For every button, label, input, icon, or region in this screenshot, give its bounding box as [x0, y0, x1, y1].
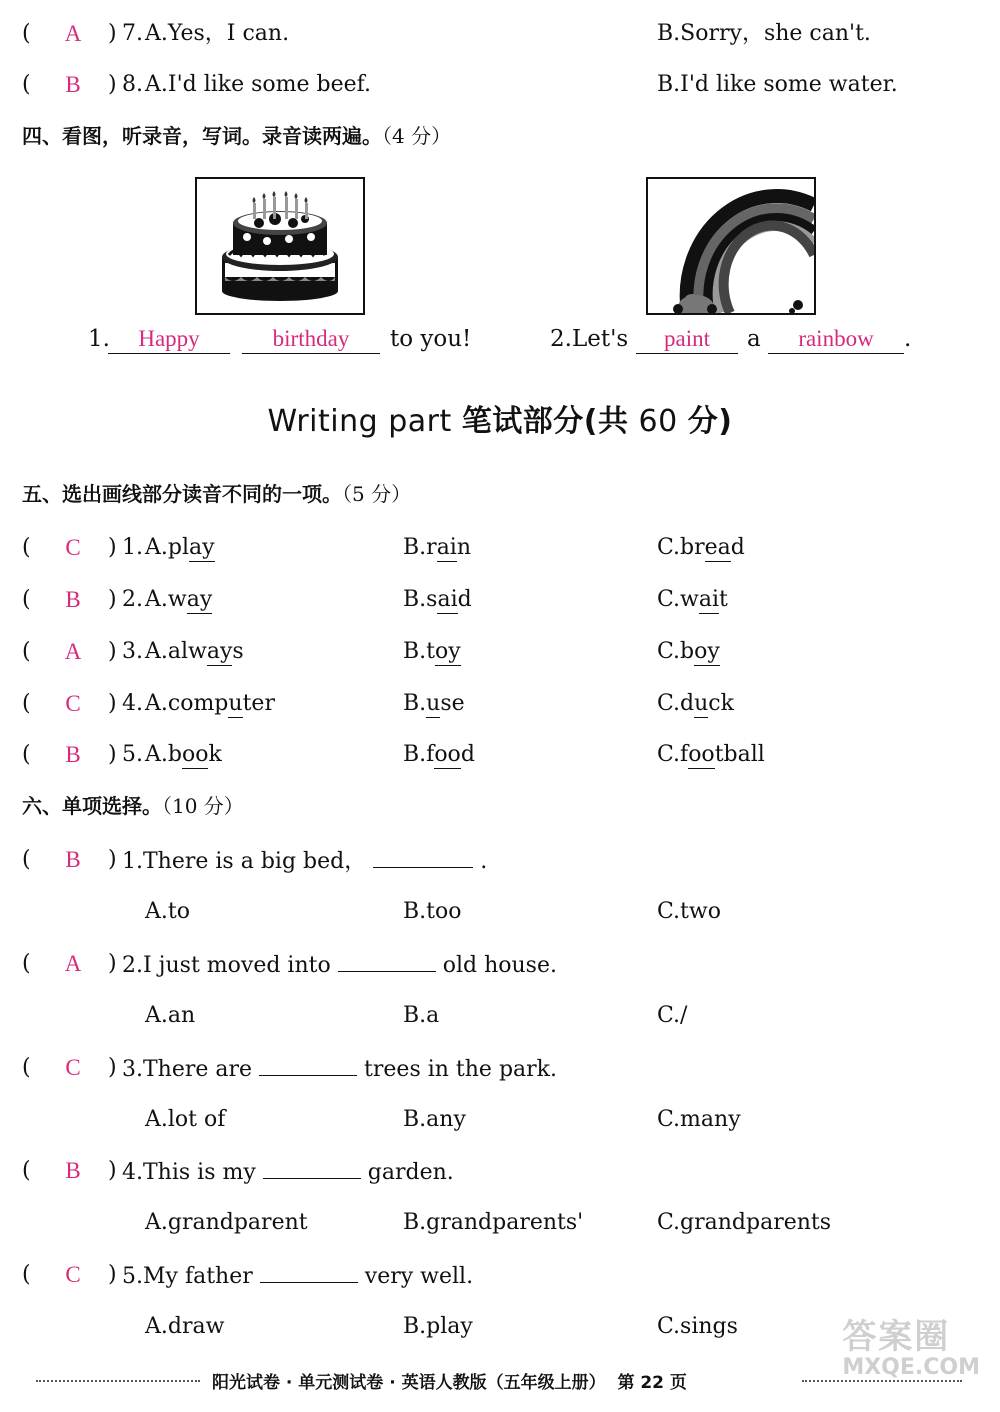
question-tail: trees in the park.	[364, 1057, 557, 1082]
underlined-letters: ay	[206, 639, 233, 664]
underlined-letters: ai	[698, 587, 720, 612]
paren-close: )	[108, 21, 117, 46]
paren-open: (	[22, 691, 31, 716]
question-number: 1.	[122, 535, 143, 560]
watermark-top: 答案圈	[842, 1317, 951, 1357]
answer-mark: B	[65, 587, 81, 612]
sentence-tail: to you!	[390, 326, 472, 352]
option-b: B.I'd like some water.	[657, 72, 898, 97]
question-row	[0, 1048, 1000, 1088]
question-row	[0, 684, 1000, 724]
underlined-letters: ai	[436, 535, 457, 560]
question-number: 2.	[122, 587, 143, 612]
part-title-cn: 笔试部分(共	[461, 404, 629, 439]
option-b: B.said	[403, 587, 472, 612]
options-row	[0, 1100, 1000, 1140]
sentence-number: 1.	[88, 326, 110, 352]
part-title	[0, 396, 1000, 440]
answer-blank	[259, 1048, 357, 1076]
option-a: A.always	[145, 639, 244, 664]
answer-mark: C	[65, 691, 81, 716]
paren-close: )	[108, 951, 117, 976]
question-row	[0, 840, 1000, 880]
option-b: B.Sorry，she can't.	[657, 21, 871, 46]
section-heading	[22, 788, 244, 824]
underlined-letters: oy	[435, 639, 461, 664]
sentence-tail: .	[904, 326, 912, 352]
footer-text: 阳光试卷 · 单元测试卷 · 英语人教版（五年级上册） 第 22 页	[212, 1373, 687, 1393]
paren-close: )	[108, 1158, 117, 1183]
option-b: B.grandparents'	[403, 1210, 584, 1235]
heading-points: （10 分）	[162, 794, 244, 818]
question-stem: There are	[143, 1057, 253, 1082]
answer-word: rainbow	[768, 322, 904, 354]
underlined-letters: u	[228, 691, 243, 716]
question-tail: old house.	[442, 953, 557, 978]
option-c: C.grandparents	[657, 1210, 832, 1235]
answer-mark: C	[65, 1055, 81, 1080]
option-a: A.I'd like some beef.	[145, 72, 371, 97]
question-row	[0, 14, 1000, 54]
watermark	[842, 1318, 980, 1380]
option-a: A.lot of	[145, 1107, 226, 1132]
question-stem: My father	[143, 1264, 253, 1289]
option-a: A.grandparent	[145, 1210, 308, 1235]
answer-word: paint	[636, 322, 738, 354]
question-row	[0, 528, 1000, 568]
answer-mark: C	[65, 1262, 81, 1287]
question-number: 3.	[122, 1057, 143, 1082]
page-number: 第 22 页	[617, 1373, 687, 1393]
underlined-letters: oo	[688, 742, 715, 767]
option-a: A.book	[145, 742, 222, 767]
paren-close: )	[108, 587, 117, 612]
section-heading	[22, 118, 451, 154]
underlined-letters: ay	[186, 587, 213, 612]
question-number: 1.	[122, 849, 143, 874]
question-tail: garden.	[367, 1160, 454, 1185]
answer-mark: A	[64, 951, 82, 976]
paren-close: )	[108, 1055, 117, 1080]
answer-word: Happy	[108, 322, 230, 354]
question-number: 2.	[122, 953, 143, 978]
footer-divider	[36, 1380, 200, 1382]
answer-mark: A	[64, 639, 82, 664]
paren-open: (	[22, 1158, 31, 1183]
question-text	[122, 944, 557, 986]
answer-blank	[260, 1255, 358, 1283]
paren-open: (	[22, 1262, 31, 1287]
option-a: A.an	[145, 1003, 196, 1028]
question-number: 4.	[122, 691, 143, 716]
paren-open: (	[22, 1055, 31, 1080]
option-a: A.way	[145, 587, 213, 612]
question-text	[122, 1151, 454, 1193]
option-c: C.two	[657, 899, 721, 924]
option-c: C.football	[657, 742, 765, 767]
option-a: A.play	[145, 535, 215, 560]
question-row	[0, 1151, 1000, 1191]
question-number: 5.	[122, 742, 143, 767]
options-row	[0, 996, 1000, 1036]
underlined-letters: ea	[704, 535, 731, 560]
answer-mark: B	[65, 1158, 81, 1183]
option-b: B.a	[403, 1003, 440, 1028]
paren-close: )	[108, 691, 117, 716]
sentence-prefix: 2.Let's	[550, 326, 629, 352]
paren-open: (	[22, 535, 31, 560]
paren-close: )	[108, 639, 117, 664]
answer-mark: B	[65, 72, 81, 97]
question-text	[122, 1255, 473, 1297]
paren-open: (	[22, 72, 31, 97]
question-number: 3.	[122, 639, 143, 664]
heading-text: 六、单项选择。	[22, 794, 162, 818]
option-b: B.food	[403, 742, 475, 767]
paren-close: )	[108, 72, 117, 97]
watermark-bottom: MXQE.COM	[842, 1355, 980, 1380]
underlined-letters: oo	[434, 742, 461, 767]
underlined-letters: ay	[189, 535, 215, 560]
answer-mark: B	[65, 847, 81, 872]
question-row	[0, 944, 1000, 984]
option-c: C.sings	[657, 1314, 738, 1339]
paren-close: )	[108, 1262, 117, 1287]
option-b: B.any	[403, 1107, 466, 1132]
paren-close: )	[108, 742, 117, 767]
option-c: C./	[657, 1003, 688, 1028]
option-b: B.use	[403, 691, 465, 716]
sentence-mid: a	[747, 326, 761, 352]
paren-open: (	[22, 742, 31, 767]
option-b: B.rain	[403, 535, 472, 560]
option-a: A.to	[145, 899, 190, 924]
paren-open: (	[22, 21, 31, 46]
fill-sentence-1	[88, 322, 488, 356]
answer-word: birthday	[242, 322, 380, 354]
footer-divider	[802, 1380, 962, 1382]
question-stem: I just moved into	[143, 953, 331, 978]
question-number: 8.	[122, 72, 143, 97]
question-tail: very well.	[364, 1264, 474, 1289]
option-a: A.Yes，I can.	[145, 21, 290, 46]
question-tail: .	[480, 849, 488, 874]
paren-close: )	[108, 535, 117, 560]
option-c: C.wait	[657, 587, 728, 612]
option-b: B.play	[403, 1314, 473, 1339]
rainbow-icon	[648, 179, 814, 313]
answer-mark: C	[65, 535, 81, 560]
part-title-end: 分)	[687, 404, 733, 439]
birthday-cake-icon	[197, 179, 363, 313]
paren-open: (	[22, 587, 31, 612]
options-row	[0, 892, 1000, 932]
fill-sentence-2	[550, 322, 930, 356]
answer-mark: B	[65, 742, 81, 767]
option-a: A.computer	[145, 691, 275, 716]
section-heading	[22, 476, 411, 512]
underlined-letters: ai	[437, 587, 458, 612]
part-title-points: 60	[638, 404, 678, 439]
picture-box-rainbow	[646, 177, 816, 315]
question-row	[0, 65, 1000, 105]
option-c: C.many	[657, 1107, 741, 1132]
option-b: B.too	[403, 899, 462, 924]
options-row	[0, 1203, 1000, 1243]
paren-close: )	[108, 847, 117, 872]
answer-blank	[338, 944, 436, 972]
picture-box-cake	[195, 177, 365, 315]
question-number: 4.	[122, 1160, 143, 1185]
question-row	[0, 735, 1000, 775]
question-stem: There is a big bed，	[143, 849, 367, 874]
option-c: C.boy	[657, 639, 720, 664]
question-row	[0, 632, 1000, 672]
question-row	[0, 1255, 1000, 1295]
question-text	[122, 840, 487, 882]
option-a: A.draw	[145, 1314, 225, 1339]
question-row	[0, 580, 1000, 620]
paren-open: (	[22, 951, 31, 976]
answer-blank	[263, 1151, 361, 1179]
question-text	[122, 1048, 557, 1090]
underlined-letters: u	[426, 691, 441, 716]
option-c: C.duck	[657, 691, 734, 716]
heading-text: 五、选出画线部分读音不同的一项。	[22, 482, 342, 506]
heading-text: 四、看图，听录音，写词。录音读两遍。	[22, 124, 382, 148]
paren-open: (	[22, 639, 31, 664]
underlined-letters: oy	[694, 639, 720, 664]
heading-points: （4 分）	[382, 124, 452, 148]
question-stem: This is my	[143, 1160, 256, 1185]
underlined-letters: oo	[181, 742, 209, 767]
answer-blank	[373, 840, 473, 868]
question-number: 5.	[122, 1264, 143, 1289]
underlined-letters: u	[694, 691, 709, 716]
paren-open: (	[22, 847, 31, 872]
heading-points: （5 分）	[342, 482, 412, 506]
option-b: B.toy	[403, 639, 461, 664]
part-title-en: Writing part	[267, 404, 452, 439]
answer-mark: A	[64, 21, 82, 46]
question-number: 7.	[122, 21, 143, 46]
option-c: C.bread	[657, 535, 745, 560]
